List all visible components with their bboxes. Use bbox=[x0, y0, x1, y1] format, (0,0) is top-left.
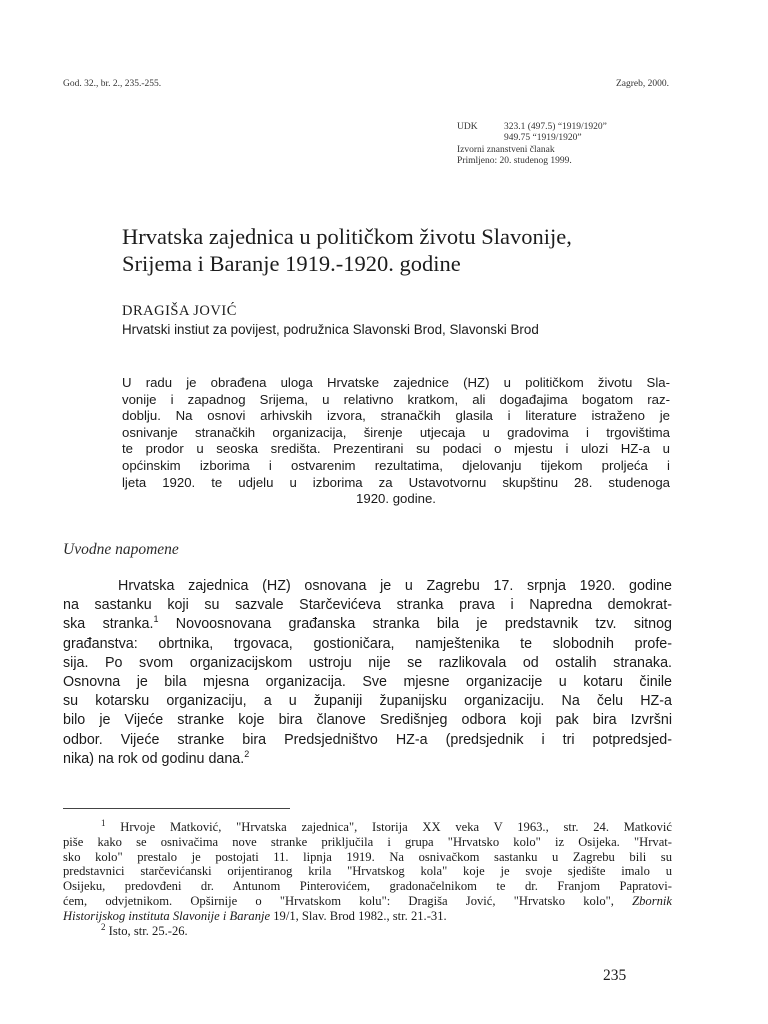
abstract-line: te prodor u seoska središta. Prezentirani su podaci o mjestu i ulozi HZ-a u bbox=[122, 441, 670, 457]
journal-issue-info: God. 32., br. 2., 235.-255. bbox=[63, 79, 162, 89]
article-title bbox=[122, 223, 682, 277]
body-line: nika) na rok od godinu dana.$^2$ bbox=[63, 749, 250, 767]
body-line: sija. Po svom organizacijskom ustroju nije se razlikovala od ostalih stranaka. bbox=[63, 654, 672, 671]
footnote-line: sko kolo" prestalo je postojati 11. lipnja 1919. Na osnivačkom sastanku u Zagrebu bili su bbox=[63, 849, 672, 864]
footnote-number-1: 1 bbox=[101, 817, 106, 828]
body-line: na sastanku koji su sazvale Starčevićeva stranka prava i Napredna demokrat- bbox=[63, 597, 672, 614]
abstract-line: U radu je obrađena uloga Hrvatske zajednice (HZ) u političkom životu Sla- bbox=[122, 375, 670, 390]
author-name: DRAGIŠA JOVIĆ bbox=[122, 303, 237, 319]
udk-code-1: 323.1 (497.5) “1919/1920” bbox=[504, 122, 607, 132]
abstract bbox=[122, 375, 670, 508]
body-line: ska stranka.$^1$ Novoosnovana građanska stranka bila je predstavnik tzv. sitnog bbox=[63, 614, 673, 633]
abstract-line: doblju. Na osnovi arhivskih izvora, stranačkih glasila i literature istraženo je bbox=[122, 408, 670, 424]
abstract-line: ljeta 1920. te udjelu u izborima za Ustavotvornu skupštinu 28. studenoga bbox=[122, 474, 670, 490]
author-affiliation: Hrvatski instiut za povijest, podružnica Slavonski Brod, Slavonski Brod bbox=[122, 322, 539, 337]
body-paragraph bbox=[63, 577, 672, 769]
abstract-line: općinskim izborima i ostvarenim rezultatima, djelovanju tijekom proljeća i bbox=[122, 457, 670, 473]
article-metadata bbox=[457, 122, 607, 167]
footnote-divider bbox=[63, 808, 290, 809]
title-line-1: Hrvatska zajednica u političkom životu Slavonije, bbox=[122, 224, 572, 249]
footnote-line: predstavnici starčevićanski orijentiranog krila "Hrvatskog kola" koje je svoje sjedište imalo u bbox=[63, 864, 672, 879]
citation-title: Historijskog instituta Slavonije i Baranje bbox=[63, 908, 271, 923]
citation-title: Zbornik bbox=[632, 893, 672, 908]
udk-label: UDK bbox=[457, 122, 478, 132]
footnote-line: Osijeku, predovđeni dr. Antunom Pinterovićem, gradonačelnikom te dr. Franjom Papratovi- bbox=[63, 879, 672, 894]
title-line-2: Srijema i Baranje 1919.-1920. godine bbox=[122, 251, 461, 276]
body-line: su kotarsku organizaciju, a u županiji županijsku organizaciju. Na čelu HZ-a bbox=[63, 693, 672, 710]
body-line: građanstva: obrtnika, trgovaca, gostioničara, namještenika te slobodnih profe- bbox=[63, 635, 672, 652]
place-year: Zagreb, 2000. bbox=[616, 79, 670, 89]
received-date: Primljeno: 20. studenog 1999. bbox=[457, 155, 572, 166]
footnote-2: $^2$ Isto, str. 25.-26. bbox=[101, 921, 188, 938]
section-heading: Uvodne napomene bbox=[63, 541, 179, 558]
abstract-line: osnivanje stranačkih organizacija, širenje utjecaja u gradovima i trgovištima bbox=[122, 424, 670, 440]
body-line: bilo je Vijeće stranke koje bira članove Središnjeg odbora koji pak bira Izvršni bbox=[63, 712, 672, 729]
footnote-line: ćem, odvjetnikom. Opširnije o "Hrvatskom kolu": Dragiša Jović, "Hrvatsko kolo", Zbornik bbox=[63, 893, 672, 908]
footnotes bbox=[63, 817, 672, 938]
page-number: 235 bbox=[603, 967, 627, 984]
footnote-line: Historijskog instituta Slavonije i Baranje 19/1, Slav. Brod 1982., str. 21.-31. bbox=[63, 908, 447, 923]
body-line: Osnovna je bila mjesna organizacija. Sve mjesne organizacije u kotaru činile bbox=[63, 674, 672, 691]
footnote-number-2: 2 bbox=[101, 921, 106, 932]
footnote-line: piše kako se osnivačima nove stranke priključila i grupa "Hrvatsko kolo" iz Osijeka. "Hrvat- bbox=[63, 834, 672, 849]
footnote-ref-2[interactable]: 2 bbox=[244, 749, 250, 760]
abstract-line: vonije i zapadnog Srijema, u relativno kratkom, ali događajima bogatom raz- bbox=[122, 391, 670, 407]
article-type: Izvorni znanstveni članak bbox=[457, 144, 555, 155]
body-line: Hrvatska zajednica (HZ) osnovana je u Zagrebu 17. srpnja 1920. godine bbox=[118, 578, 672, 594]
body-line: odbor. Vijeće stranke bira Predsjedništvo HZ-a (predsjednik i tri potpredsjed- bbox=[63, 731, 672, 748]
abstract-line: 1920. godine. bbox=[356, 491, 436, 507]
footnote-1: $^1$ Hrvoje Matković, "Hrvatska zajednica", Istorija XX veka V 1963., str. 24. Matković bbox=[101, 817, 672, 834]
footnote-ref-1[interactable]: 1 bbox=[153, 614, 159, 625]
udk-code-2: 949.75 “1919/1920” bbox=[504, 133, 582, 144]
